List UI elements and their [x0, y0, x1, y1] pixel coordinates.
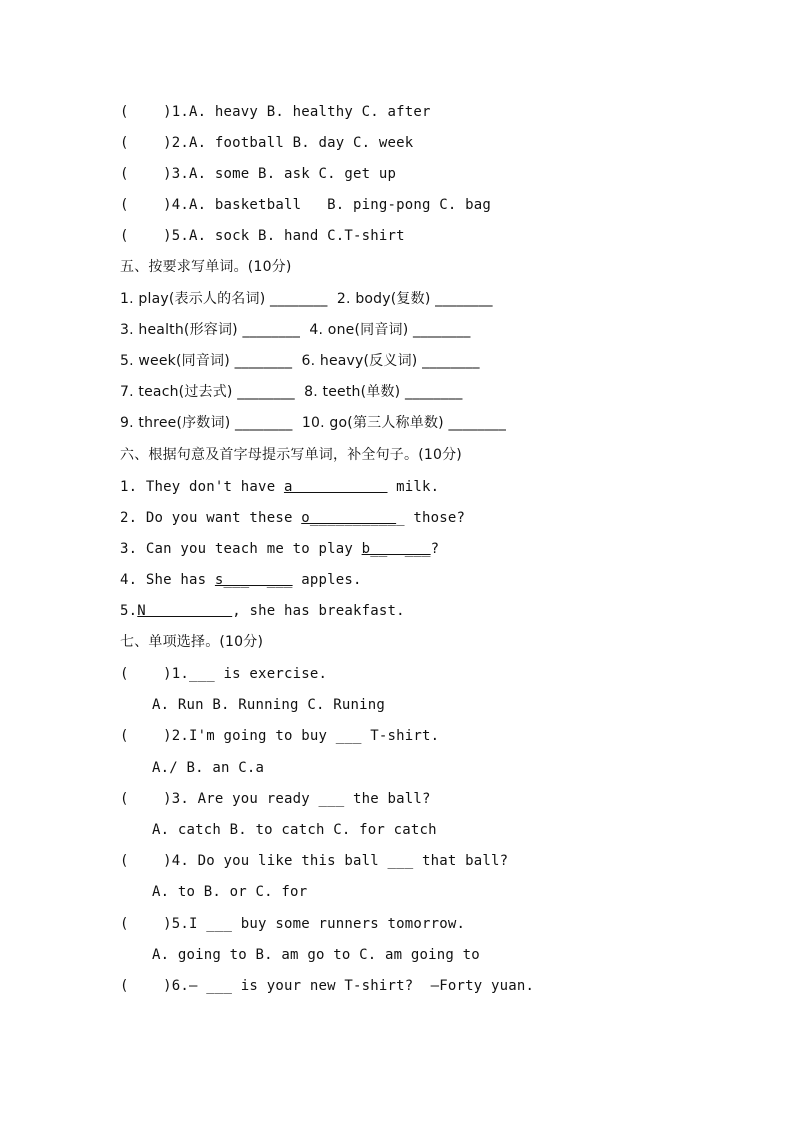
question-1-options: A. Run B. Running C. Runing: [152, 697, 385, 713]
section-six-item-2: [120, 507, 465, 529]
item-text-before: 4. She has: [120, 572, 215, 588]
item-text-before: 2. Do you want these: [120, 510, 302, 526]
section-five-title: 五、按要求写单词。(10分): [120, 259, 292, 275]
section-four-item-2: ( )2.A. football B. day C. week: [120, 135, 414, 151]
question-2-options: A./ B. an C.a: [152, 760, 265, 776]
item-text-before: 3. Can you teach me to play: [120, 541, 362, 557]
section-four-item-3: ( )3.A. some B. ask C. get up: [120, 166, 397, 182]
fill-blank[interactable]: b__ ___: [361, 541, 431, 557]
question-3: ( )3. Are you ready ___ the ball?: [120, 791, 431, 807]
question-1: ( )1.___ is exercise.: [120, 666, 328, 682]
section-five-row-3: 5. week(同音词) ________ 6. heavy(反义词) ________: [120, 353, 480, 369]
section-six-item-1: [120, 476, 439, 498]
question-4-options: A. to B. or C. for: [152, 884, 308, 900]
fill-blank[interactable]: a: [283, 479, 388, 495]
question-6: ( )6.— ___ is your new T-shirt? —Forty yuan.: [120, 978, 535, 994]
item-text-after: _ those?: [396, 510, 466, 526]
section-four-item-4: ( )4.A. basketball B. ping-pong C. bag: [120, 197, 492, 213]
item-text-after: apples.: [292, 572, 362, 588]
question-4: ( )4. Do you like this ball ___ that ball?: [120, 853, 509, 869]
fill-blank[interactable]: o__________: [301, 510, 397, 526]
item-text-after: , she has breakfast.: [232, 603, 405, 619]
question-2: ( )2.I'm going to buy ___ T-shirt.: [120, 728, 440, 744]
section-five-row-4: 7. teach(过去式) ________ 8. teeth(单数) ________: [120, 384, 463, 400]
section-six-title: 六、根据句意及首字母提示写单词，补全句子。(10分): [120, 447, 462, 463]
section-five-row-2: 3. health(形容词) ________ 4. one(同音词) ________: [120, 322, 471, 338]
question-3-options: A. catch B. to catch C. for catch: [152, 822, 437, 838]
section-seven-title: 七、单项选择。(10分): [120, 634, 264, 650]
question-5: ( )5.I ___ buy some runners tomorrow.: [120, 916, 466, 932]
item-text-before: 1. They don't have: [120, 479, 284, 495]
section-five-row-1: 1. play(表示人的名词) ________ 2. body(复数) ________: [120, 291, 493, 307]
item-text-after: milk.: [387, 479, 440, 495]
question-5-options: A. going to B. am go to C. am going to: [152, 947, 480, 963]
section-six-item-4: [120, 569, 362, 591]
item-text-before: 5.: [120, 603, 138, 619]
item-text-after: ?: [430, 541, 440, 557]
fill-blank[interactable]: N: [137, 603, 233, 619]
section-six-item-3: [120, 538, 439, 560]
fill-blank[interactable]: s___ ___: [214, 572, 293, 588]
section-five-row-5: 9. three(序数词) ________ 10. go(第三人称单数) ________: [120, 415, 507, 431]
section-six-item-5: [120, 600, 405, 622]
section-four-item-5: ( )5.A. sock B. hand C.T-shirt: [120, 228, 405, 244]
section-four-item-1: ( )1.A. heavy B. healthy C. after: [120, 104, 431, 120]
